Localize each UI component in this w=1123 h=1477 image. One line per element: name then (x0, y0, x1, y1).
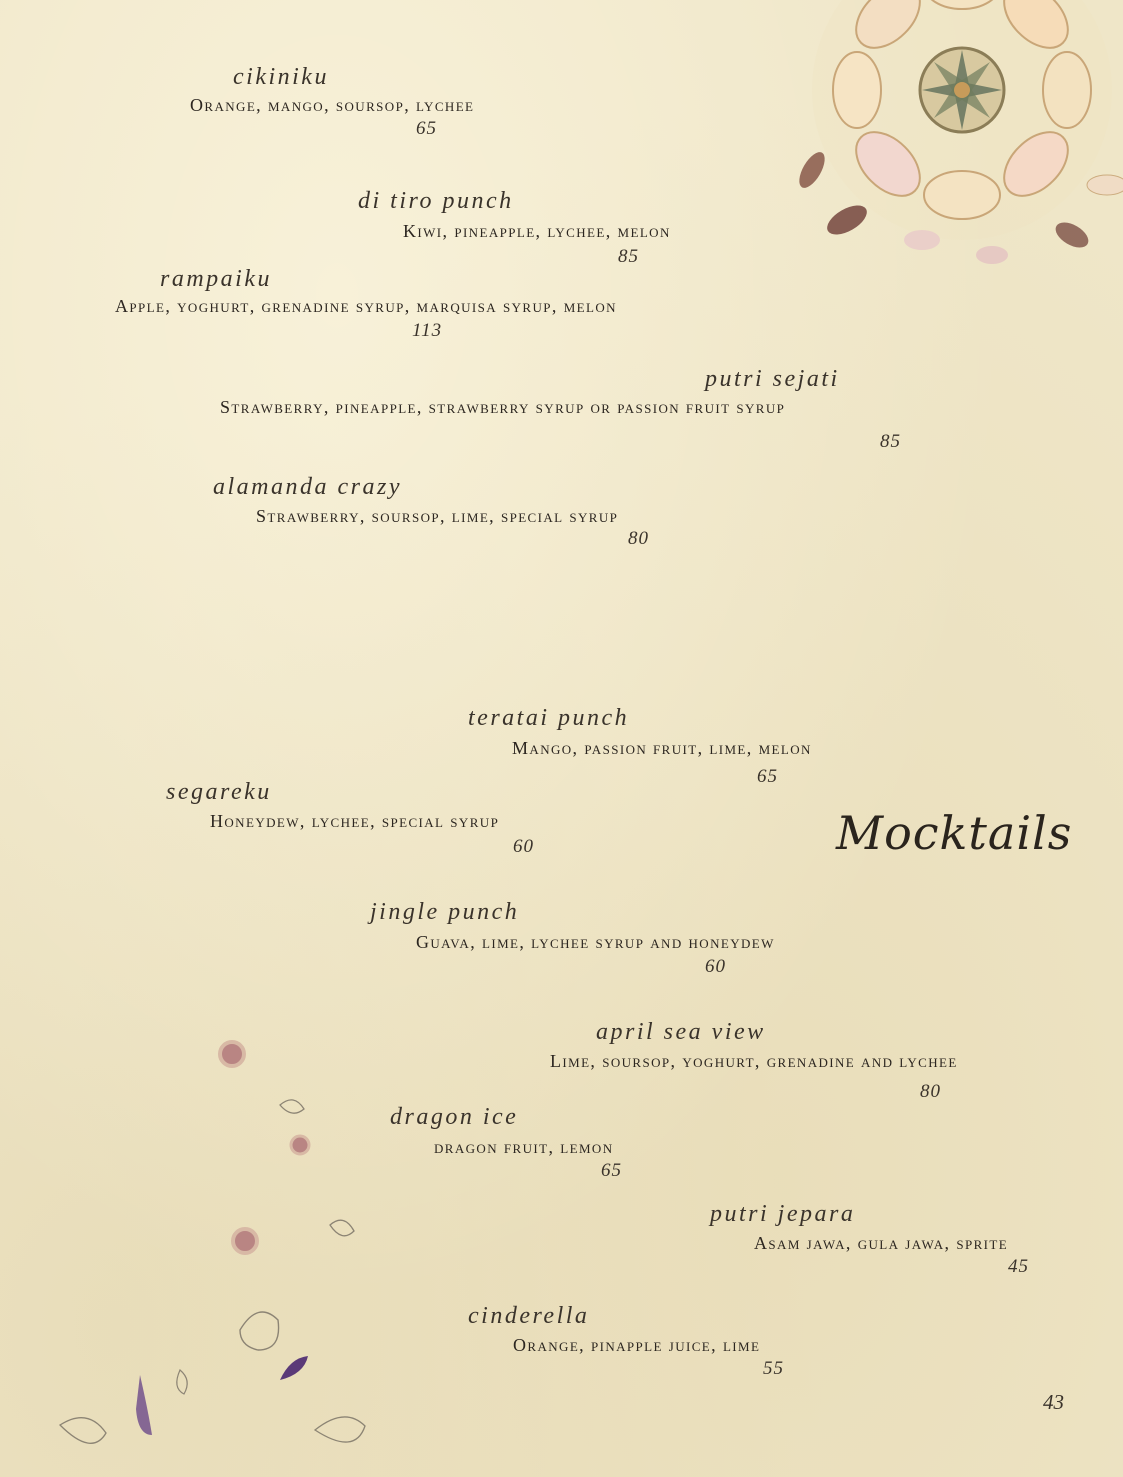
drink-name: putri sejati (705, 366, 840, 392)
drink-description: Asam jawa, gula jawa, sprite (754, 1233, 1009, 1253)
drink-price: 85 (880, 431, 901, 452)
drink-name: cikiniku (233, 64, 329, 90)
drink-description: Honeydew, lychee, special syrup (210, 811, 500, 831)
drink-name: cinderella (468, 1303, 590, 1329)
drink-price: 65 (416, 118, 437, 139)
drink-name: april sea view (596, 1019, 766, 1045)
drink-price: 60 (705, 956, 726, 977)
drink-description: Strawberry, soursop, lime, special syrup (256, 506, 619, 526)
drink-description: Apple, yoghurt, grenadine syrup, marquisa syrup, melon (115, 296, 617, 316)
falling-petals-illustration (40, 1030, 400, 1477)
page-number: 43 (1043, 1390, 1064, 1414)
drink-price: 60 (513, 836, 534, 857)
drink-price: 80 (920, 1081, 941, 1102)
section-title: Mocktails (836, 806, 1073, 860)
drink-description: Kiwi, pineapple, lychee, melon (403, 221, 671, 241)
drink-price: 113 (412, 320, 443, 341)
drink-description: Lime, soursop, yoghurt, grenadine and lychee (550, 1051, 958, 1071)
drink-name: jingle punch (370, 899, 520, 925)
drink-price: 55 (763, 1358, 784, 1379)
drink-description: Orange, mango, soursop, lychee (190, 95, 475, 115)
drink-name: segareku (166, 779, 272, 805)
drink-description: Mango, passion fruit, lime, melon (512, 738, 812, 758)
drink-name: teratai punch (468, 705, 630, 731)
drink-price: 65 (757, 766, 778, 787)
drink-price: 65 (601, 1160, 622, 1181)
drink-price: 85 (618, 246, 639, 267)
drink-description: dragon fruit, lemon (434, 1137, 614, 1157)
drink-price: 45 (1008, 1256, 1029, 1277)
drink-description: Guava, lime, lychee syrup and honeydew (416, 932, 775, 952)
drink-name: rampaiku (160, 266, 272, 292)
drink-description: Strawberry, pineapple, strawberry syrup or passion fruit syrup (220, 397, 786, 417)
floral-wreath-illustration (700, 0, 1123, 345)
drink-name: di tiro punch (358, 188, 514, 214)
drink-name: dragon ice (390, 1104, 519, 1130)
drink-name: alamanda crazy (213, 474, 402, 500)
drink-name: putri jepara (710, 1201, 856, 1227)
drink-price: 80 (628, 528, 649, 549)
drink-description: Orange, pinapple juice, lime (513, 1335, 761, 1355)
